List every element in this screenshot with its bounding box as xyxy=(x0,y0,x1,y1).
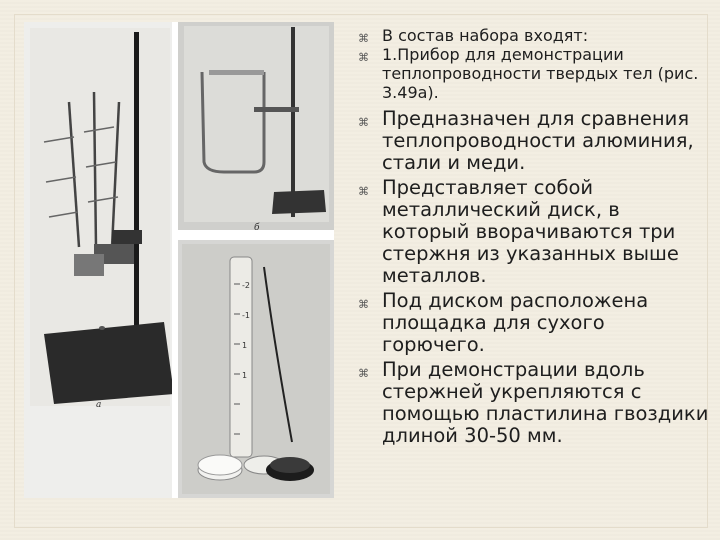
bullet-list xyxy=(356,26,712,450)
bullet-text: При демонстрации вдоль стержней укрепляются с помощью пластилина гвоздики длиной 30-50 мм. xyxy=(382,358,709,447)
bullet-text: В состав набора входят: xyxy=(382,26,589,45)
bullet-item xyxy=(356,290,712,356)
bullet-text: Предназначен для сравнения теплопроводности алюминия, стали и меди. xyxy=(382,107,694,174)
ruler-mark-2: -1 xyxy=(242,311,250,320)
bullet-item xyxy=(356,177,712,287)
apparatus-photo xyxy=(24,22,334,498)
bullet-text: 1.Прибор для демонстрации теплопроводности твердых тел (рис. 3.49а). xyxy=(382,45,699,102)
bullet-text: Представляет собой металлический диск, в который вворачиваются три стержня из указанных выше металлов. xyxy=(382,176,679,287)
bullet-item xyxy=(356,359,712,447)
label-a: а xyxy=(96,400,102,410)
bullet-item xyxy=(356,45,712,102)
ruler-mark-1: -2 xyxy=(242,281,250,290)
ruler-mark-3: 1 xyxy=(242,341,248,350)
bullet-item xyxy=(356,26,712,45)
label-b: б xyxy=(254,223,260,233)
bullet-icon: ⌘ xyxy=(358,298,369,311)
bullet-icon: ⌘ xyxy=(358,51,369,64)
bullet-icon: ⌘ xyxy=(358,32,369,45)
bullet-icon: ⌘ xyxy=(358,116,369,129)
bullet-icon: ⌘ xyxy=(358,185,369,198)
bullet-icon: ⌘ xyxy=(358,367,369,380)
bullet-text: Под диском расположена площадка для сухого горючего. xyxy=(382,289,649,356)
bullet-item xyxy=(356,108,712,174)
ruler-mark-4: 1 xyxy=(242,371,248,380)
